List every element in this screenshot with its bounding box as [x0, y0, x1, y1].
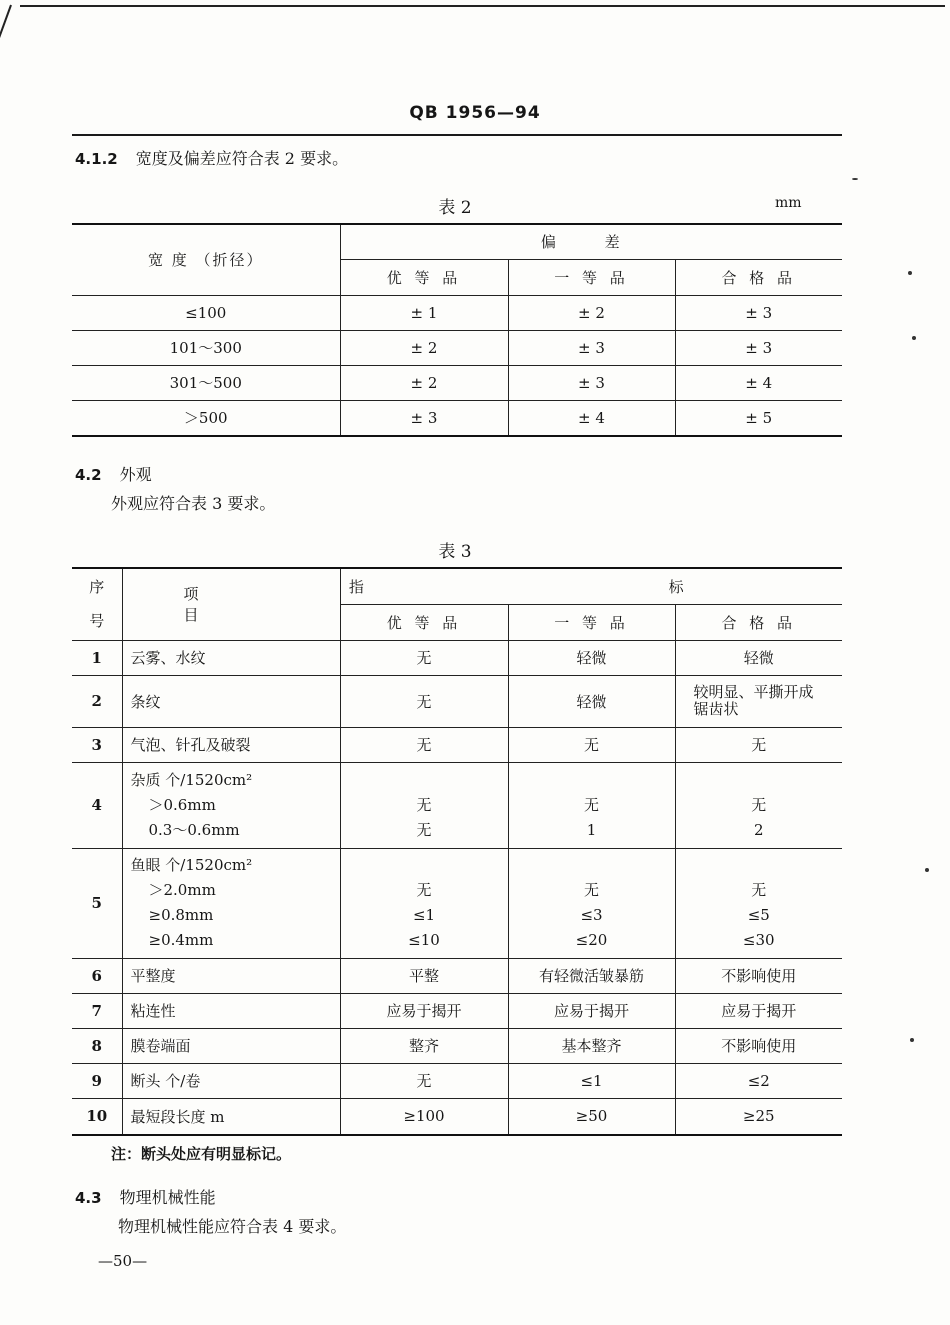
table-row [72, 675, 842, 727]
table2 [72, 223, 842, 437]
table-row [72, 640, 842, 675]
table-row [72, 848, 842, 958]
item-cell: 气泡、针孔及破裂 [122, 727, 340, 762]
cell-line: 无 [583, 881, 599, 899]
cell-line: 无 [416, 881, 432, 899]
standard-number: QB 1956—94 [409, 103, 541, 123]
table2-cell: ± 3 [508, 330, 675, 365]
item-cell: 平整度 [122, 958, 340, 993]
cell-line: ≤1 [412, 906, 436, 924]
table3-caption: 表 3 [438, 542, 472, 562]
deviation-label: 偏 差 [540, 233, 642, 252]
cell-line: 无 [416, 820, 432, 839]
row-number: 8 [72, 1028, 122, 1063]
table3-header-index [340, 568, 842, 604]
cell-line: ≤3 [580, 906, 603, 924]
table3-grade-premium: 优 等 品 [340, 604, 508, 640]
cell-line: 杂质 个/1520cm² [130, 770, 253, 789]
table2-width-cell: 301～500 [72, 365, 340, 400]
item-cell [122, 848, 340, 958]
table3-cell: ≥100 [340, 1098, 508, 1135]
table3-grade-qualified: 合 格 品 [675, 604, 842, 640]
row-number: 4 [72, 762, 122, 848]
table3-note: 注：断头处应有明显标记。 [111, 1145, 292, 1163]
item-cell: 最短段长度 m [122, 1098, 340, 1135]
table2-grade-qualified: 合 格 品 [675, 259, 842, 295]
table2-grade-first: 一 等 品 [508, 259, 675, 295]
table-row [72, 1098, 842, 1135]
scan-border-top [20, 5, 945, 7]
table3-cell: 不影响使用 [675, 1028, 842, 1063]
table-row [72, 762, 842, 848]
row-number: 6 [72, 958, 122, 993]
section-title: 物理机械性能 [119, 1188, 216, 1207]
table-row [72, 400, 842, 436]
table2-width-cell: 101～300 [72, 330, 340, 365]
table-row [72, 295, 842, 330]
table3-cell: 无 [340, 640, 508, 675]
section-4-2 [75, 462, 152, 485]
section-title: 外观 [119, 465, 152, 484]
table2-cell: ± 5 [675, 400, 842, 436]
table-row [72, 727, 842, 762]
item-cell: 膜卷端面 [122, 1028, 340, 1063]
cell-line: 较明显、平撕开成 [693, 683, 814, 701]
table3-cell [508, 848, 675, 958]
table3 [72, 567, 842, 1136]
table3-cell: 应易于揭开 [340, 993, 508, 1028]
table2-cell: ± 4 [508, 400, 675, 436]
row-number: 2 [72, 675, 122, 727]
table3-cell: 无 [340, 1063, 508, 1098]
index-label: 指 标 [348, 577, 834, 596]
cell-line: 0.3～0.6mm [148, 820, 240, 839]
table2-width-cell: ＞500 [72, 400, 340, 436]
item-cell [122, 762, 340, 848]
table-row [72, 365, 842, 400]
page-number: —50— [98, 1252, 148, 1270]
table2-header-width: 宽 度 （折径） [72, 224, 340, 295]
section-text: 宽度及偏差应符合表 2 要求。 [135, 149, 349, 168]
section-number: 4.1.2 [75, 150, 118, 168]
cell-line: 锯齿状 [693, 700, 739, 718]
cell-line: 无 [416, 795, 432, 814]
table2-cell: ± 4 [675, 365, 842, 400]
table2-unit: mm [775, 195, 802, 211]
section-number: 4.3 [75, 1189, 102, 1207]
table2-cell: ± 3 [675, 295, 842, 330]
item-cell: 断头 个/卷 [122, 1063, 340, 1098]
table2-header-deviation [340, 224, 842, 259]
table3-header-item [122, 568, 340, 640]
row-number: 9 [72, 1063, 122, 1098]
table3-cell: 基本整齐 [508, 1028, 675, 1063]
scan-speck [910, 1038, 914, 1042]
table2-cell: ± 2 [340, 365, 508, 400]
table3-cell: ≥25 [675, 1098, 842, 1135]
table3-cell: 轻微 [675, 640, 842, 675]
table3-cell [508, 762, 675, 848]
item-label: 项 目 [183, 585, 279, 625]
cell-line: ≤5 [747, 906, 770, 924]
cell-line: 无 [751, 795, 767, 814]
table3-cell [675, 675, 842, 727]
table-row [72, 1028, 842, 1063]
row-number: 5 [72, 848, 122, 958]
section-4-3 [75, 1185, 216, 1208]
cell-line: ≥0.4mm [148, 931, 214, 949]
cell-line: ＞0.6mm [148, 795, 216, 814]
table3-cell [340, 762, 508, 848]
row-number: 7 [72, 993, 122, 1028]
cell-line: 2 [753, 820, 764, 839]
cell-line: ≥0.8mm [148, 906, 214, 924]
table-row [72, 330, 842, 365]
cell-line: 无 [583, 795, 599, 814]
table2-cell: ± 3 [508, 365, 675, 400]
cell-line: ≤30 [742, 931, 775, 949]
table3-cell: 不影响使用 [675, 958, 842, 993]
table3-cell: 有轻微活皱暴筋 [508, 958, 675, 993]
table3-cell: 应易于揭开 [675, 993, 842, 1028]
item-cell: 粘连性 [122, 993, 340, 1028]
row-number: 10 [72, 1098, 122, 1135]
scan-speck [912, 336, 916, 340]
section-4-1-2 [75, 146, 348, 169]
table3-grade-first: 一 等 品 [508, 604, 675, 640]
table3-cell: ≥50 [508, 1098, 675, 1135]
scan-speck [908, 271, 912, 275]
table3-cell: 应易于揭开 [508, 993, 675, 1028]
table3-cell: 无 [508, 727, 675, 762]
table3-cell [675, 848, 842, 958]
cell-line: 鱼眼 个/1520cm² [130, 856, 253, 874]
table3-header-no [72, 568, 122, 640]
serial-label: 序号 [89, 578, 105, 631]
scan-speck [925, 868, 929, 872]
table3-cell: 无 [675, 727, 842, 762]
table3-cell: 平整 [340, 958, 508, 993]
table2-grade-premium: 优 等 品 [340, 259, 508, 295]
table3-cell: 整齐 [340, 1028, 508, 1063]
cell-line: ≤10 [408, 931, 440, 949]
table3-cell: 轻微 [508, 675, 675, 727]
cell-line: ＞2.0mm [148, 881, 216, 899]
section-4-2-text: 外观应符合表 3 要求。 [111, 494, 276, 513]
table3-cell: 轻微 [508, 640, 675, 675]
item-cell: 条纹 [122, 675, 340, 727]
table2-width-cell: ≤100 [72, 295, 340, 330]
header-rule [72, 134, 842, 136]
cell-line: 1 [586, 820, 597, 839]
cell-line: ≤20 [575, 931, 608, 949]
row-number: 3 [72, 727, 122, 762]
table-row [72, 1063, 842, 1098]
table2-cell: ± 2 [340, 330, 508, 365]
section-4-3-text: 物理机械性能应符合表 4 要求。 [118, 1217, 347, 1236]
table2-cell: ± 3 [340, 400, 508, 436]
table3-cell: 无 [340, 727, 508, 762]
table3-cell [675, 762, 842, 848]
item-cell: 云雾、水纹 [122, 640, 340, 675]
row-number: 1 [72, 640, 122, 675]
scan-speck [852, 178, 858, 180]
scan-border-corner [0, 5, 12, 45]
table-row [72, 958, 842, 993]
table3-cell [340, 848, 508, 958]
table2-cell: ± 1 [340, 295, 508, 330]
table3-cell: ≤1 [508, 1063, 675, 1098]
table3-cell: 无 [340, 675, 508, 727]
table2-cell: ± 3 [675, 330, 842, 365]
table-row [72, 993, 842, 1028]
table2-caption: 表 2 [438, 198, 472, 218]
table3-cell: ≤2 [675, 1063, 842, 1098]
section-number: 4.2 [75, 466, 102, 484]
table2-cell: ± 2 [508, 295, 675, 330]
cell-line: 无 [751, 881, 767, 899]
